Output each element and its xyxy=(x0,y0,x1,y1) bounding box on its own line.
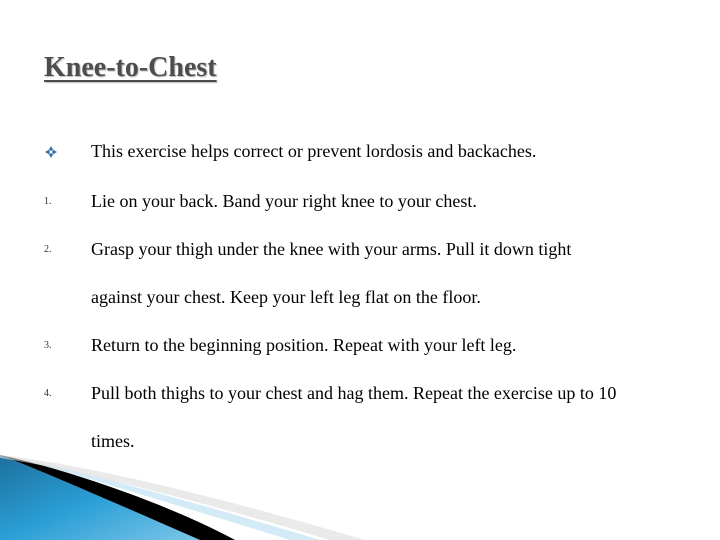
list-item-text: Return to the beginning position. Repeat with your left leg. xyxy=(91,335,517,355)
list-item-text: Grasp your thigh under the knee with your arms. Pull it down tight xyxy=(91,239,572,259)
list-marker: 4. xyxy=(44,388,52,399)
list-item-text: Pull both thighs to your chest and hag them. Repeat the exercise up to 10 xyxy=(91,383,617,403)
list-item-text: This exercise helps correct or prevent lordosis and backaches. xyxy=(91,141,537,161)
list-item-text-continued: against your chest. Keep your left leg flat on the floor. xyxy=(91,287,481,307)
list-marker: 1. xyxy=(44,196,52,207)
list-item-text: Lie on your back. Band your right knee to your chest. xyxy=(91,191,477,211)
list-marker: 3. xyxy=(44,340,52,351)
slide-title: Knee-to-Chest xyxy=(44,52,217,83)
list-item-text-continued: times. xyxy=(91,431,135,451)
list-marker: 2. xyxy=(44,244,52,255)
